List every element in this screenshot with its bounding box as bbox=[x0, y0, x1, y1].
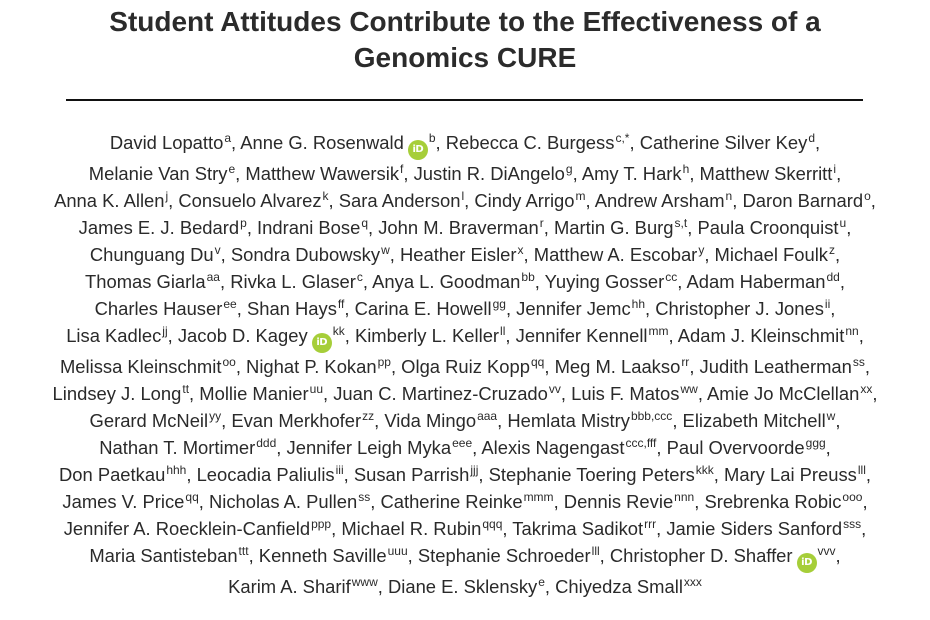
affiliation-marker: l bbox=[461, 189, 465, 203]
author-name: Amy T. Hark bbox=[581, 163, 682, 184]
affiliation-marker: uu bbox=[309, 382, 323, 396]
author-name: Olga Ruiz Kopp bbox=[401, 356, 530, 377]
affiliation-marker: f bbox=[400, 162, 404, 176]
author-entry bbox=[683, 410, 836, 431]
author-name: Takrima Sadikot bbox=[512, 518, 644, 539]
affiliation-marker: ww bbox=[680, 382, 698, 396]
author-name: Stephanie Schroeder bbox=[417, 545, 591, 566]
affiliation-marker: k bbox=[322, 189, 329, 203]
author-name: Diane E. Sklensky bbox=[387, 576, 538, 597]
affiliation-marker: jj bbox=[162, 324, 168, 338]
author-name: Kimberly L. Keller bbox=[354, 325, 500, 346]
author-name: Judith Leatherman bbox=[699, 356, 852, 377]
author-entry bbox=[372, 271, 535, 292]
author-name: James E. J. Bedard bbox=[78, 217, 240, 238]
author-name: Chunguang Du bbox=[89, 244, 214, 265]
author-entry bbox=[341, 518, 502, 539]
author-entry bbox=[178, 190, 328, 211]
affiliation-marker: bbb,ccc bbox=[630, 409, 673, 423]
author-name: Jennifer A. Roecklein-Canfield bbox=[63, 518, 311, 539]
author-entry bbox=[89, 163, 235, 184]
author-name: Stephanie Toering Peters bbox=[488, 464, 695, 485]
affiliation-marker: pp bbox=[377, 355, 391, 369]
affiliation-marker: ooo bbox=[842, 490, 863, 504]
affiliation-marker: vvv bbox=[817, 544, 836, 558]
author-entry bbox=[60, 356, 236, 377]
author-entry bbox=[333, 383, 561, 404]
author-name: Matthew Wawersik bbox=[245, 163, 400, 184]
orcid-icon[interactable]: iD bbox=[312, 333, 332, 353]
author-name: Adam Haberman bbox=[686, 271, 826, 292]
affiliation-marker: tt bbox=[182, 382, 190, 396]
author-entry bbox=[715, 244, 835, 265]
author-name: Sondra Dubowsky bbox=[230, 244, 381, 265]
author-entry bbox=[666, 518, 861, 539]
author-name: Yuying Gosser bbox=[544, 271, 665, 292]
author-entry bbox=[724, 464, 866, 485]
affiliation-marker: ff bbox=[337, 297, 345, 311]
affiliation-marker: nnn bbox=[674, 490, 695, 504]
author-entry bbox=[686, 271, 839, 292]
affiliation-marker: c,* bbox=[615, 131, 630, 145]
author-name: Kenneth Saville bbox=[258, 545, 387, 566]
author-entry bbox=[79, 217, 247, 238]
author-entry bbox=[54, 190, 168, 211]
author-entry bbox=[564, 491, 694, 512]
author-entry bbox=[380, 491, 553, 512]
author-entry bbox=[66, 325, 167, 346]
author-name: Christopher J. Jones bbox=[655, 298, 824, 319]
author-name: Heather Eisler bbox=[399, 244, 517, 265]
author-name: Matthew Skerritt bbox=[699, 163, 833, 184]
author-name: Lisa Kadlec bbox=[66, 325, 162, 346]
author-entry bbox=[245, 163, 403, 184]
affiliation-marker: aa bbox=[206, 270, 220, 284]
affiliation-marker: d bbox=[808, 131, 816, 145]
author-entry bbox=[512, 518, 656, 539]
author-name: Jennifer Leigh Myka bbox=[286, 437, 452, 458]
author-name: Michael R. Rubin bbox=[341, 518, 482, 539]
affiliation-marker: h bbox=[682, 162, 690, 176]
affiliation-marker: qqq bbox=[482, 517, 503, 531]
affiliation-marker: b bbox=[428, 131, 436, 145]
affiliation-marker: ss bbox=[852, 355, 865, 369]
author-name: Luis F. Matos bbox=[571, 383, 680, 404]
author-name: Evan Merkhofer bbox=[231, 410, 362, 431]
affiliation-marker: x bbox=[517, 243, 524, 257]
affiliation-marker: sss bbox=[843, 517, 862, 531]
author-name: Christopher D. Shaffer bbox=[609, 545, 793, 566]
author-entry bbox=[704, 491, 862, 512]
author-name: Nathan T. Mortimer bbox=[99, 437, 256, 458]
affiliation-marker: qq bbox=[185, 490, 199, 504]
author-entry bbox=[354, 464, 479, 485]
author-name: Rebecca C. Burgess bbox=[445, 132, 615, 153]
author-entry bbox=[742, 190, 870, 211]
author-name: Juan C. Martinez-Cruzado bbox=[333, 383, 548, 404]
affiliation-marker: q bbox=[361, 216, 368, 230]
affiliation-marker: m bbox=[575, 189, 586, 203]
author-name: Susan Parrish bbox=[353, 464, 470, 485]
author-name: Jennifer Kennell bbox=[515, 325, 648, 346]
author-entry bbox=[414, 163, 573, 184]
author-name: Karim A. Sharif bbox=[228, 576, 351, 597]
affiliation-marker: ss bbox=[358, 490, 371, 504]
affiliation-marker: lll bbox=[591, 544, 600, 558]
affiliation-marker: rr bbox=[681, 355, 690, 369]
author-name: Amie Jo McClellan bbox=[707, 383, 860, 404]
affiliation-marker: r bbox=[539, 216, 544, 230]
affiliation-marker: ee bbox=[223, 297, 237, 311]
author-name: Charles Hauser bbox=[94, 298, 223, 319]
affiliation-marker: www bbox=[351, 575, 378, 589]
author-name: Catherine Silver Key bbox=[639, 132, 808, 153]
author-entry bbox=[401, 356, 544, 377]
author-name: Justin R. DiAngelo bbox=[413, 163, 565, 184]
author-entry bbox=[640, 132, 815, 153]
affiliation-marker: dd bbox=[826, 270, 840, 284]
author-entry bbox=[95, 298, 237, 319]
affiliation-marker: iii bbox=[335, 463, 344, 477]
author-name: Gerard McNeil bbox=[89, 410, 209, 431]
affiliation-marker: p bbox=[240, 216, 247, 230]
affiliation-marker: n bbox=[725, 189, 733, 203]
author-name: Melissa Kleinschmit bbox=[59, 356, 222, 377]
author-name: Vida Mingo bbox=[384, 410, 477, 431]
affiliation-marker: eee bbox=[452, 436, 473, 450]
author-entry bbox=[230, 271, 363, 292]
affiliation-marker: y bbox=[698, 243, 705, 257]
author-entry bbox=[231, 410, 374, 431]
affiliation-marker: ccc,fff bbox=[625, 436, 657, 450]
orcid-icon[interactable]: iD bbox=[408, 140, 428, 160]
author-entry bbox=[555, 576, 702, 597]
author-entry bbox=[257, 217, 368, 238]
author-entry bbox=[700, 356, 865, 377]
author-entry bbox=[418, 545, 600, 566]
affiliation-marker: e bbox=[538, 575, 545, 589]
affiliation-marker: kkk bbox=[695, 463, 714, 477]
affiliation-marker: ll bbox=[500, 324, 506, 338]
author-name: Mollie Manier bbox=[199, 383, 309, 404]
affiliation-marker: mm bbox=[648, 324, 669, 338]
author-entry bbox=[64, 518, 331, 539]
author-entry bbox=[697, 217, 846, 238]
author-name: Andrew Arsham bbox=[594, 190, 725, 211]
author-name: Jamie Siders Sanford bbox=[666, 518, 843, 539]
author-name: Lindsey J. Long bbox=[52, 383, 182, 404]
affiliation-marker: zz bbox=[362, 409, 375, 423]
author-entry bbox=[110, 132, 231, 153]
author-name: Carina E. Howell bbox=[354, 298, 492, 319]
affiliation-marker: j bbox=[165, 189, 169, 203]
author-entry bbox=[259, 545, 408, 566]
author-name: Rivka L. Glaser bbox=[230, 271, 356, 292]
author-name: Matthew A. Escobar bbox=[533, 244, 698, 265]
author-entry bbox=[378, 217, 543, 238]
affiliation-marker: xxx bbox=[683, 575, 702, 589]
author-entry bbox=[388, 576, 545, 597]
author-name: Shan Hays bbox=[246, 298, 337, 319]
affiliation-marker: s,t bbox=[674, 216, 688, 230]
author-entry bbox=[339, 190, 464, 211]
author-entry bbox=[474, 190, 585, 211]
author-entry bbox=[516, 325, 669, 346]
author-entry bbox=[247, 298, 344, 319]
title-divider bbox=[66, 99, 863, 101]
affiliation-marker: jjj bbox=[470, 463, 479, 477]
author-entry bbox=[384, 410, 497, 431]
affiliation-marker: ppp bbox=[311, 517, 332, 531]
author-entry bbox=[197, 464, 344, 485]
author-name: Michael Foulk bbox=[714, 244, 828, 265]
author-entry bbox=[545, 271, 678, 292]
author-entry bbox=[707, 383, 872, 404]
author-name: Anna K. Allen bbox=[54, 190, 165, 211]
author-entry bbox=[507, 410, 672, 431]
author-entry bbox=[53, 383, 190, 404]
author-name: Leocadia Paliulis bbox=[196, 464, 335, 485]
author-name: Alexis Nagengast bbox=[481, 437, 625, 458]
affiliation-marker: mmm bbox=[523, 490, 554, 504]
author-name: Daron Barnard bbox=[742, 190, 864, 211]
author-name: Melanie Van Stry bbox=[88, 163, 228, 184]
author-entry bbox=[85, 271, 220, 292]
affiliation-marker: z bbox=[829, 243, 835, 257]
author-entry bbox=[178, 325, 345, 346]
affiliation-marker: w bbox=[381, 243, 390, 257]
author-name: Anne G. Rosenwald bbox=[240, 132, 404, 153]
affiliation-marker: o bbox=[864, 189, 871, 203]
author-name: John M. Braverman bbox=[378, 217, 539, 238]
affiliation-marker: i bbox=[833, 162, 837, 176]
affiliation-marker: oo bbox=[222, 355, 236, 369]
author-entry bbox=[89, 545, 248, 566]
author-entry bbox=[534, 244, 705, 265]
author-name: Indrani Bose bbox=[257, 217, 361, 238]
author-entry bbox=[246, 356, 391, 377]
author-name: Nighat P. Kokan bbox=[246, 356, 377, 377]
author-entry bbox=[355, 298, 506, 319]
author-name: Don Paetkau bbox=[58, 464, 166, 485]
author-name: Mary Lai Preuss bbox=[724, 464, 857, 485]
author-name: James V. Price bbox=[62, 491, 185, 512]
author-name: Hemlata Mistry bbox=[507, 410, 630, 431]
author-entry bbox=[610, 545, 836, 566]
author-name: Jennifer Jemc bbox=[516, 298, 631, 319]
author-entry bbox=[582, 163, 690, 184]
affiliation-marker: ddd bbox=[256, 436, 277, 450]
affiliation-marker: aaa bbox=[477, 409, 498, 423]
affiliation-marker: vv bbox=[548, 382, 561, 396]
author-entry bbox=[571, 383, 698, 404]
affiliation-marker: ii bbox=[824, 297, 831, 311]
affiliation-marker: ttt bbox=[238, 544, 249, 558]
author-entry bbox=[516, 298, 645, 319]
affiliation-marker: hh bbox=[631, 297, 646, 311]
author-entry bbox=[655, 298, 830, 319]
author-list: David Lopatto$^a$, Anne G. Rosenwald $iD^b$, Rebecca C. Burgess$^{c,*}$, Catherine Silver Key$^d$, Melanie Van Stry$^e$, Matthew Wawersik$^f$, Justin R. DiAngelo$^g$, Amy T. Hark$^h$, Matthew Skerritt$^i$, Anna K. Allen$^j$, Consuelo Alvarez$^k$, Sara Anderson$^l$, Cindy Arrigo$^m$, Andrew Arsham$^n$, Daron Barnard$^o$, James E. J. Bedard$^p$, Indrani Bose$^q$, John M. Braverman$^r$, Martin G. Burg$^{s,t}$, Paula Croonquist$^u$, Chunguang Du$^v$, Sondra Dubowsky$^w$, Heather Eisler$^x$, Matthew A. Escobar$^y$, Michael Foulk$^z$, Thomas Giarla$^{aa}$, Rivka L. Glaser$^c$, Anya L. Goodman$^{bb}$, Yuying Gosser$^{cc}$, Adam Haberman$^{dd}$, Charles Hauser$^{ee}$, Shan Hays$^{ff}$, Carina E. Howell$^{gg}$, Jennifer Jemc$^{hh}$, Christopher J. Jones$^{ii}$, Lisa Kadlec$^{jj}$, Jacob D. Kagey $iD^{kk}$, Kimberly L. Keller$^{ll}$, Jennifer Kennell$^{mm}$, Adam J. Kleinschmit$^{nn}$, Melissa Kleinschmit$^{oo}$, Nighat P. Kokan$^{pp}$, Olga Ruiz Kopp$^{qq}$, Meg M. Laakso$^{rr}$, Judith Leatherman$^{ss}$, Lindsey J. Long$^{tt}$, Mollie Manier$^{uu}$, Juan C. Martinez-Cruzado$^{vv}$, Luis F. Matos$^{ww}$, Amie Jo McClellan$^{xx}$, Gerard McNeil$^{yy}$, Evan Merkhofer$^{zz}$, Vida Mingo$^{aaa}$, Hemlata Mistry$^{bbb,ccc}$, Elizabeth Mitchell$^w$, Nathan T. Mortimer$^{ddd}$, Jennifer Leigh Myka$^{eee}$, Alexis Nagengast$^{ccc,fff}$, Paul Overvoorde$^{ggg}$, Don Paetkau$^{hhh}$, Leocadia Paliulis$^{iii}$, Susan Parrish$^{jjj}$, Stephanie Toering Peters$^{kkk}$, Mary Lai Preuss$^{lll}$, James V. Price$^{qq}$, Nicholas A. Pullen$^{ss}$, Catherine Reinke$^{mmm}$, Dennis Revie$^{nnn}$, Srebrenka Robic$^{ooo}$, Jennifer A. Roecklein-Canfield$^{ppp}$, Michael R. Rubin$^{qqq}$, Takrima Sadikot$^{rrr}$, Jamie Siders Sanford$^{sss}$, Maria Santisteban$^{ttt}$, Kenneth Saville$^{uuu}$, Stephanie Schroeder$^{lll}$, Christopher D. Shaffer $iD^{vvv}$, Karim A. Sharif$^{www}$, Diane E. Sklensky$^e$, Chiyedza Small$^{xxx}$ bbox=[52, 131, 878, 597]
affiliation-marker: w bbox=[826, 409, 836, 423]
author-entry bbox=[667, 437, 826, 458]
affiliation-marker: ggg bbox=[805, 436, 826, 450]
author-name: Cindy Arrigo bbox=[474, 190, 575, 211]
affiliation-marker: cc bbox=[665, 270, 678, 284]
affiliation-marker: uuu bbox=[387, 544, 408, 558]
author-name: Srebrenka Robic bbox=[704, 491, 842, 512]
author-entry bbox=[99, 437, 276, 458]
author-entry bbox=[59, 464, 186, 485]
author-entry bbox=[199, 383, 323, 404]
title-line-2: Genomics CURE bbox=[353, 42, 577, 73]
title-line-1: Student Attitudes Contribute to the Effectiveness of a bbox=[109, 6, 821, 37]
author-entry bbox=[62, 491, 198, 512]
affiliation-marker: g bbox=[565, 162, 573, 176]
affiliation-marker: c bbox=[356, 270, 363, 284]
author-entry bbox=[555, 356, 690, 377]
affiliation-marker: xx bbox=[860, 382, 873, 396]
author-name: Paul Overvoorde bbox=[666, 437, 805, 458]
affiliation-marker: hhh bbox=[166, 463, 187, 477]
author-name: Adam J. Kleinschmit bbox=[677, 325, 845, 346]
affiliation-marker: e bbox=[228, 162, 236, 176]
affiliation-marker: lll bbox=[857, 463, 866, 477]
author-entry bbox=[554, 217, 687, 238]
author-name: Maria Santisteban bbox=[89, 545, 238, 566]
affiliation-marker: qq bbox=[530, 355, 545, 369]
author-entry bbox=[90, 410, 222, 431]
paper-title bbox=[40, 4, 890, 76]
affiliation-marker: kk bbox=[332, 324, 345, 338]
author-entry bbox=[90, 244, 221, 265]
author-entry bbox=[400, 244, 524, 265]
author-name: Anya L. Goodman bbox=[372, 271, 521, 292]
author-entry bbox=[355, 325, 505, 346]
author-entry bbox=[228, 576, 378, 597]
author-entry bbox=[231, 244, 390, 265]
author-entry bbox=[240, 132, 435, 153]
author-entry bbox=[287, 437, 473, 458]
author-name: Martin G. Burg bbox=[553, 217, 674, 238]
author-name: Paula Croonquist bbox=[697, 217, 839, 238]
affiliation-marker: gg bbox=[492, 297, 506, 311]
orcid-icon[interactable]: iD bbox=[797, 553, 817, 573]
author-entry bbox=[489, 464, 714, 485]
affiliation-marker: u bbox=[839, 216, 847, 230]
author-entry bbox=[209, 491, 370, 512]
affiliation-marker: nn bbox=[845, 324, 859, 338]
author-name: Dennis Revie bbox=[563, 491, 674, 512]
author-name: Elizabeth Mitchell bbox=[682, 410, 826, 431]
author-entry bbox=[595, 190, 733, 211]
author-entry bbox=[678, 325, 859, 346]
author-name: Catherine Reinke bbox=[380, 491, 523, 512]
author-name: Consuelo Alvarez bbox=[178, 190, 322, 211]
author-name: Sara Anderson bbox=[338, 190, 461, 211]
affiliation-marker: yy bbox=[209, 409, 222, 423]
author-entry bbox=[481, 437, 656, 458]
affiliation-marker: bb bbox=[521, 270, 535, 284]
author-name: Jacob D. Kagey bbox=[177, 325, 308, 346]
affiliation-marker: v bbox=[214, 243, 221, 257]
author-name: Thomas Giarla bbox=[85, 271, 206, 292]
author-name: Chiyedza Small bbox=[555, 576, 683, 597]
author-name: Nicholas A. Pullen bbox=[208, 491, 358, 512]
author-entry bbox=[700, 163, 837, 184]
author-entry bbox=[446, 132, 630, 153]
affiliation-marker: rrr bbox=[644, 517, 657, 531]
affiliation-marker: a bbox=[224, 131, 232, 145]
author-name: David Lopatto bbox=[109, 132, 224, 153]
author-name: Meg M. Laakso bbox=[554, 356, 681, 377]
